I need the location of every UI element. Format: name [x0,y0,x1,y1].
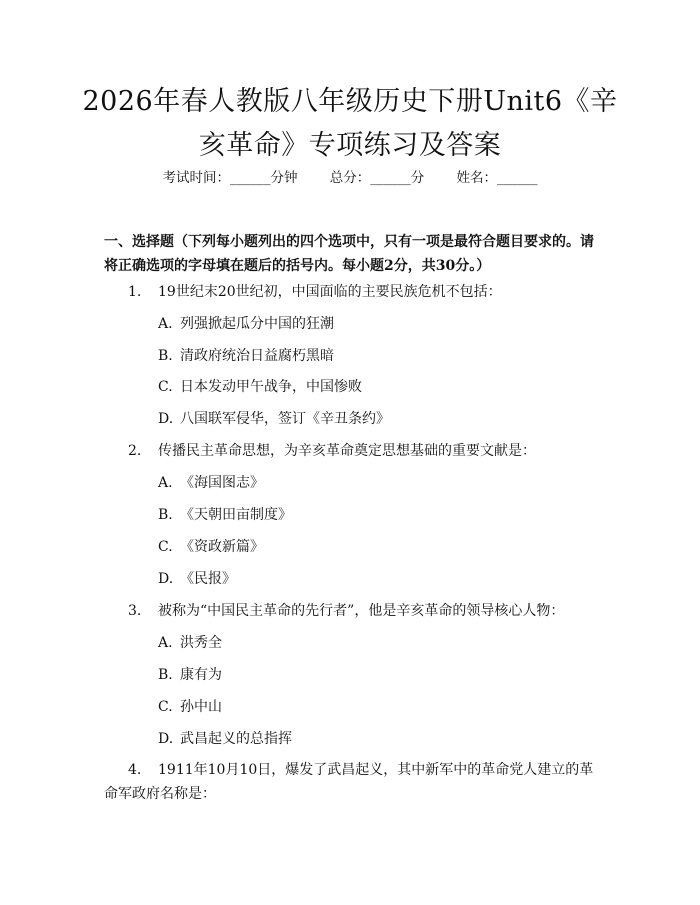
option-1b [158,346,334,366]
question-text: 传播民主革命思想，为辛亥革命奠定思想基础的重要文献是： [158,443,536,459]
question-number: 2. [128,443,142,459]
question-number: 1. [128,284,142,300]
document-title: 2026年春人教版八年级历史下册Unit6《辛亥革命》专项练习及答案 [82,86,618,161]
option-1a [158,314,334,334]
option-text: 《资政新篇》 [180,539,264,555]
option-text: 八国联军侵华，签订《辛丑条约》 [180,411,390,427]
question-number: 3. [128,603,142,619]
option-letter: D. [158,571,174,587]
option-text: 列强掀起瓜分中国的狂潮 [180,316,334,332]
option-1d [158,409,390,429]
option-3c [158,697,222,717]
option-letter: A. [158,475,173,491]
question-4 [104,758,594,806]
option-letter: C. [158,539,173,555]
option-3d [158,729,292,749]
option-3a [158,633,222,653]
option-2c [158,537,264,557]
name-field: 姓名：______ [456,170,538,186]
option-3b [158,665,222,685]
option-text: 康有为 [180,667,222,683]
option-text: 孙中山 [180,699,222,715]
question-text: 1911年10月10日，爆发了武昌起义，其中新军中的革命党人建立的革命军政府名称是： [104,762,594,802]
option-letter: C. [158,699,173,715]
question-1 [128,282,502,302]
option-letter: A. [158,635,173,651]
option-letter: C. [158,379,173,395]
question-text: 被称为“中国民主革命的先行者”，他是辛亥革命的领导核心人物： [158,603,565,619]
option-2d [158,569,236,589]
exam-time-field: 考试时间：______分钟 [162,170,298,186]
option-letter: D. [158,411,174,427]
option-text: 洪秀全 [180,635,222,651]
option-letter: B. [158,667,173,683]
option-text: 《天朝田亩制度》 [180,507,292,523]
option-letter: B. [158,507,173,523]
total-score-field: 总分：______分 [329,170,425,186]
question-text: 19世纪末20世纪初，中国面临的主要民族危机不包括： [158,284,502,300]
option-text: 清政府统治日益腐朽黑暗 [180,348,334,364]
option-2a [158,473,264,493]
option-letter: B. [158,348,173,364]
question-3 [128,601,564,621]
section-heading: 一、选择题（下列每小题列出的四个选项中，只有一项是最符合题目要求的。请将正确选项的字母填在题后的括号内。每小题2分，共30分。） [104,234,594,274]
option-text: 《民报》 [180,571,236,587]
option-letter: D. [158,731,174,747]
option-text: 日本发动甲午战争，中国惨败 [180,379,362,395]
option-text: 《海国图志》 [180,475,264,491]
option-text: 武昌起义的总指挥 [180,731,292,747]
option-1c [158,377,362,397]
question-2 [128,441,536,461]
question-number: 4. [128,762,142,778]
option-letter: A. [158,316,173,332]
exam-meta [0,168,700,188]
option-2b [158,505,292,525]
